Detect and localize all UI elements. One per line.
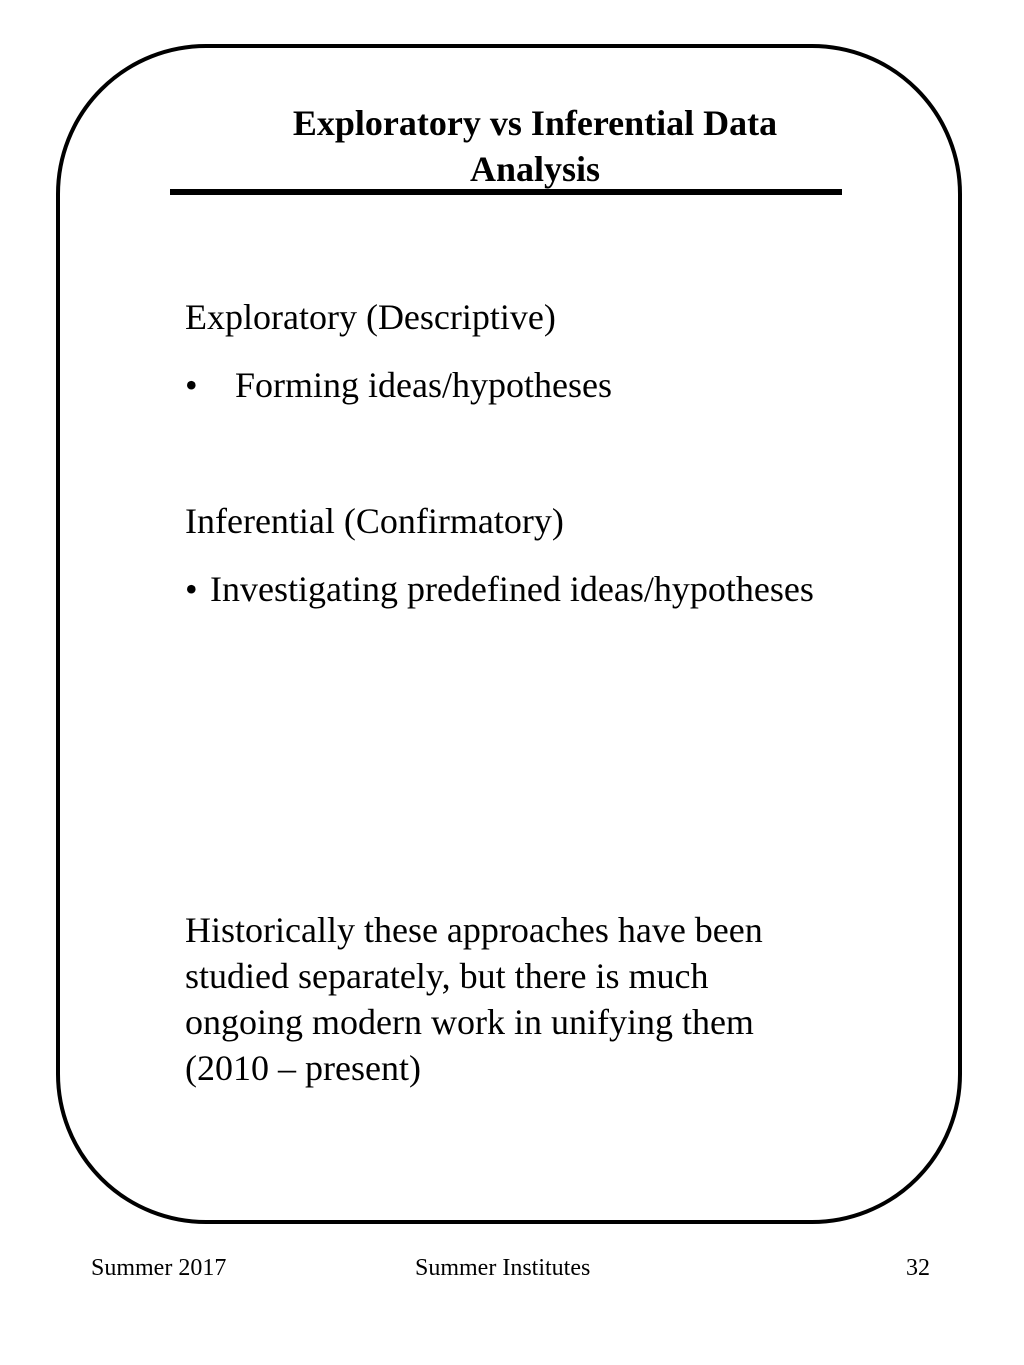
paragraph-line: studied separately, but there is much xyxy=(185,956,709,996)
paragraph-line: Historically these approaches have been xyxy=(185,910,763,950)
section-heading-inferential: Inferential (Confirmatory) xyxy=(185,501,564,541)
summary-paragraph xyxy=(185,907,885,1091)
footer-date: Summer 2017 xyxy=(91,1255,227,1281)
slide-title xyxy=(170,100,900,192)
bullet-dot: • xyxy=(185,569,198,609)
section-heading-exploratory: Exploratory (Descriptive) xyxy=(185,297,556,337)
bullet-exploratory xyxy=(185,363,612,407)
footer-page-number: 32 xyxy=(906,1255,930,1281)
footer-institution: Summer Institutes xyxy=(415,1255,591,1281)
paragraph-line: (2010 – present) xyxy=(185,1048,421,1088)
title-underline xyxy=(170,189,842,195)
title-line: Exploratory vs Inferential Data xyxy=(292,103,778,143)
title-line: Analysis xyxy=(469,149,601,189)
paragraph-line: ongoing modern work in unifying them xyxy=(185,1002,754,1042)
bullet-text: Forming ideas/hypotheses xyxy=(235,365,612,405)
bullet-text: Investigating predefined ideas/hypotheses xyxy=(210,569,814,609)
bullet-dot: • xyxy=(185,365,198,405)
bullet-inferential xyxy=(185,567,814,611)
